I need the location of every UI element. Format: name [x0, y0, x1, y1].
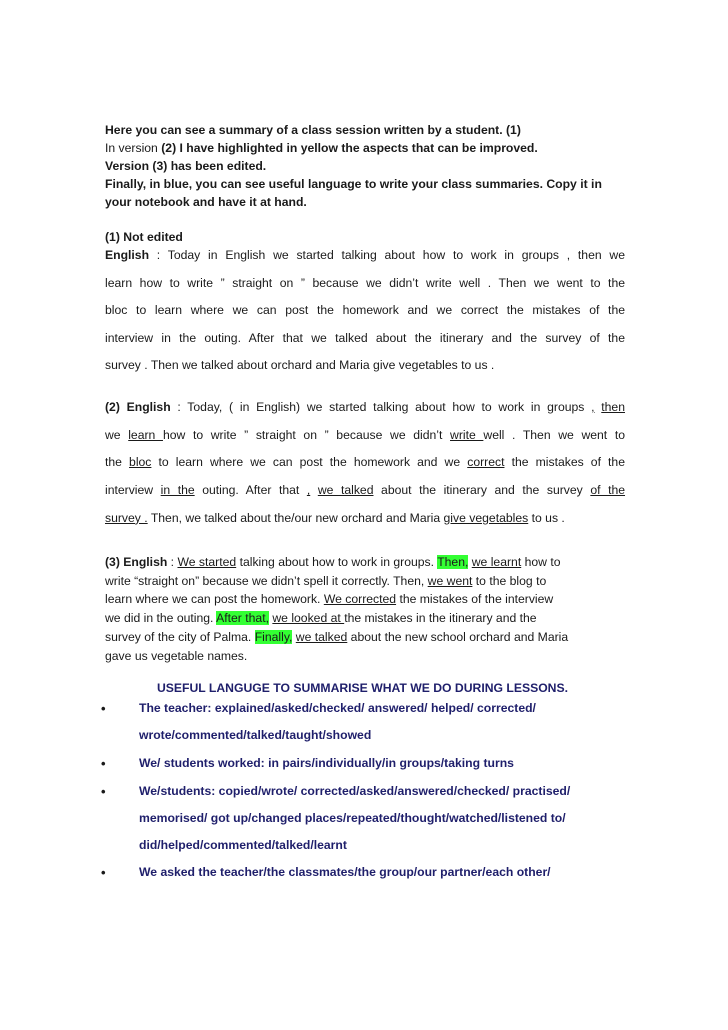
text-line: write “straight on” because we didn’t spell it correctly. Then, we went to the blog to — [105, 573, 547, 588]
text-line: English : Today in English we started talking about how to work in groups , then we — [105, 248, 625, 262]
text-line: interview in the outing. After that , we talked about the itinerary and the survey of the — [105, 483, 626, 498]
highlight: Then, — [437, 555, 469, 569]
list-item-continuation: did/helped/commented/talked/learnt — [139, 838, 347, 852]
text-line: interview in the outing. After that we talked about the itinerary and the survey of the — [105, 330, 625, 345]
text-line: survey . Then we talked about orchard and Maria give vegetables to us . — [105, 358, 495, 372]
version-1-section — [105, 228, 625, 384]
list-item: • We asked the teacher/the classmates/the group/our partner/each other/ — [101, 865, 551, 880]
list-item: • The teacher: explained/asked/checked/ answered/ helped/ corrected/ — [101, 701, 536, 716]
text-line: we did in the outing. After that, we looked at the mistakes in the itinerary and the — [105, 611, 537, 626]
version-1-heading: (1) Not edited — [105, 230, 183, 244]
list-item-continuation: wrote/commented/talked/taught/showed — [139, 728, 372, 742]
bullet-icon: • — [101, 865, 106, 880]
intro-paragraph — [105, 121, 625, 211]
text-line: gave us vegetable names. — [105, 648, 248, 663]
text-line: (2) English : Today, ( in English) we started talking about how to work in groups , then — [105, 400, 625, 414]
text-line: bloc to learn where we can post the homework and we correct the mistakes of the — [105, 303, 625, 317]
bullet-icon: • — [101, 701, 106, 716]
highlight: After that, — [216, 611, 269, 626]
bullet-icon: • — [101, 756, 106, 771]
text-line: (3) English : We started talking about how to work in groups. Then, we learnt how to — [105, 555, 561, 569]
text-line: survey . Then, we talked about the/our new orchard and Maria give vegetables to us . — [105, 510, 565, 525]
bullet-icon: • — [101, 784, 106, 799]
list-item: • We/students: copied/wrote/ corrected/asked/answered/checked/ practised/ — [101, 784, 571, 799]
text-line: the bloc to learn where we can post the homework and we correct the mistakes of the — [105, 455, 625, 470]
text-line: we learn how to write ” straight on ” because we didn’t write well . Then we went to — [105, 427, 625, 442]
text-line: learn where we can post the homework. We corrected the mistakes of the interview — [105, 592, 554, 607]
text-line: learn how to write ” straight on ” because we didn’t write well . Then we went to the — [105, 275, 625, 290]
list-item-continuation: memorised/ got up/changed places/repeated/thought/watched/listened to/ — [139, 811, 566, 825]
text-line: survey of the city of Palma. Finally, we talked about the new school orchard and Maria — [105, 629, 569, 644]
version-3-section — [105, 553, 625, 665]
list-item: • We/ students worked: in pairs/individually/in groups/taking turns — [101, 756, 514, 771]
highlight: Finally, — [254, 629, 293, 644]
intro-line: Here you can see a summary of a class session written by a student. (1) — [105, 123, 521, 137]
intro-line: Finally, in blue, you can see useful language to write your class summaries. Copy it in your notebook and have it at hand. — [105, 177, 602, 209]
intro-line: In version (2) I have highlighted in yellow the aspects that can be improved. — [105, 141, 538, 155]
version-2-section — [105, 398, 625, 536]
useful-language-title: USEFUL LANGUGE TO SUMMARISE WHAT WE DO DURING LESSONS. — [157, 681, 568, 695]
intro-line: Version (3) has been edited. — [105, 159, 267, 173]
